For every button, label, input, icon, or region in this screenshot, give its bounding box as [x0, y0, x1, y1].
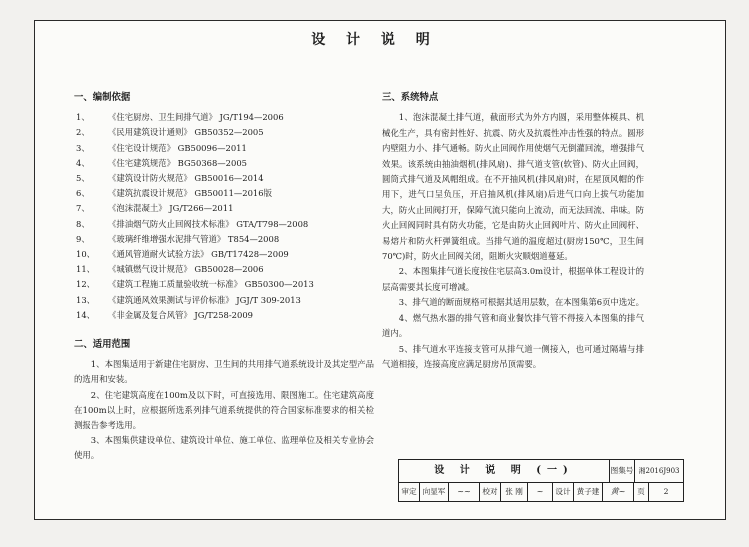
reference-item [74, 277, 374, 292]
set-number-label: 图集号 [610, 460, 635, 482]
reference-item [74, 201, 374, 216]
design-name: 黄子建 [574, 483, 603, 501]
check-label: 校对 [480, 483, 501, 501]
reference-text: 《城镇燃气设计规范》 GB50028—2006 [108, 264, 264, 275]
scope-paragraph: 2、住宅建筑高度在100m及以下时，可直接选用、限图施工。住宅建筑高度在100m以上时，应根据所选系列排气道系统提供的符合国家标准要求的相关检测报告参考选用。 [74, 389, 374, 431]
reference-item [74, 262, 374, 277]
reference-text: 《建筑工程施工质量验收统一标准》 GB50300—2013 [108, 279, 314, 290]
reference-item [74, 308, 374, 323]
reference-number: 13、 [76, 294, 96, 305]
reference-number: 10、 [76, 249, 96, 260]
reference-item [74, 110, 374, 125]
reference-text: 《住宅厨房、卫生间排气道》 JG/T194—2006 [108, 112, 284, 123]
scope-paragraph: 3、本图集供建设单位、建筑设计单位、施工单位、监理单位及相关专业协会使用。 [74, 435, 374, 461]
reference-text: 《民用建筑设计通则》 GB50352—2005 [108, 127, 264, 138]
check-signature: ~ [528, 483, 553, 501]
reference-item [74, 232, 374, 247]
title-block-sign-row [399, 483, 683, 501]
reference-text: 《建筑通风效果测试与评价标准》 JGJ/T 309-2013 [108, 294, 301, 305]
feature-paragraph: 2、本图集排气道长度按住宅层高3.0m设计，根据单体工程设计的层高需要其长度可增减。 [382, 266, 644, 292]
reference-item [74, 247, 374, 262]
reference-text: 《非金属及复合风管》 JG/T258-2009 [108, 309, 253, 320]
feature-paragraph: 5、排气道水平连接支管可从排气道一侧接入，也可通过隔墙与排气道相接，连接高度应满足厨房吊顶需要。 [382, 343, 644, 369]
feature-paragraph: 3、排气道的断面规格可根据其适用层数，在本图集第6页中选定。 [398, 297, 644, 308]
reference-number: 6、 [76, 188, 90, 199]
reference-item [74, 171, 374, 186]
reference-number: 4、 [76, 157, 90, 168]
reference-number: 9、 [76, 233, 90, 244]
reference-number: 5、 [76, 173, 90, 184]
review-label: 审定 [399, 483, 420, 501]
reference-text: 《排油烟气防火止回阀技术标准》 GTA/T798—2008 [108, 218, 309, 229]
check-name: 张 刚 [501, 483, 528, 501]
title-block-header-row [399, 460, 683, 483]
reference-number: 1、 [76, 112, 90, 123]
reference-text: 《住宅设计规范》 GB50096—2011 [108, 142, 247, 153]
page-label: 页 [634, 483, 649, 501]
reference-number: 12、 [76, 279, 96, 290]
review-name: 向显军 [420, 483, 449, 501]
reference-text: 《住宅建筑规范》 BG50368—2005 [108, 157, 247, 168]
sheet-name: 设 计 说 明 (一) [399, 460, 610, 482]
left-column [74, 90, 374, 464]
section3-heading: 三、系统特点 [382, 92, 439, 103]
reference-item [74, 217, 374, 232]
section1-heading: 一、编制依据 [74, 92, 131, 103]
design-signature: 黄~ [603, 483, 634, 501]
reference-number: 7、 [76, 203, 90, 214]
reference-text: 《通风管道耐火试验方法》 GB/T17428—2009 [108, 249, 289, 260]
design-label: 设计 [553, 483, 574, 501]
reference-text: 《建筑设计防火规范》 GB50016—2014 [108, 173, 264, 184]
reference-item [74, 186, 374, 201]
reference-text: 《建筑抗震设计规范》 GB50011—2016版 [108, 188, 272, 199]
feature-paragraph: 1、泡沫混凝土排气道，截面形式为外方内圆，采用整体模具、机械化生产，具有密封性好、抗震、防火及抗震性冲击性强的特点。圆形内壁阻力小、排气通畅。防火止回阀作用使烟气无倒灌回流，增强排气效果。该系统由抽油烟机(排风扇)、排气道支管(软管)、防火止回阀，圆筒式排气道及风帽组成。在不开抽风机(排风扇)时，在屋顶风帽的作用下，进气口呈负压，开启抽风机(排风扇)后进气口向上拔气功能加大，防火止回阀打开，保障气流只能向上流动，而无法回流、串味。防火止回阀同时具有防火功能，它是由防火止回阀叶片、防火止回阀杆、易熔片和防火杆弹簧组成。当排气道的温度超过(厨房150℃，卫生间70℃)时，防火止回阀关闭，阻断火灾顺烟道蔓延。 [382, 112, 644, 262]
reference-list [74, 110, 374, 323]
title-block [398, 459, 684, 502]
review-signature: ~~ [449, 483, 480, 501]
reference-number: 11、 [76, 264, 96, 275]
set-number-value: 湘2016J903 [638, 467, 680, 475]
reference-item [74, 156, 374, 171]
reference-number: 2、 [76, 127, 90, 138]
page-title: 设 计 说 明 [311, 32, 438, 48]
reference-text: 《玻璃纤维增强水泥排气管道》 T854—2008 [108, 233, 280, 244]
reference-number: 3、 [76, 142, 90, 153]
reference-text: 《泡沫混凝土》 JG/T266—2011 [108, 203, 234, 214]
section2-heading: 二、适用范围 [74, 339, 131, 351]
reference-item [74, 141, 374, 156]
reference-number: 8、 [76, 218, 90, 229]
page-number: 2 [663, 487, 669, 496]
feature-paragraph: 4、燃气热水器的排气管和商业餐饮排气管不得接入本图集的排气道内。 [382, 312, 644, 339]
reference-item [74, 293, 374, 308]
reference-item [74, 125, 374, 140]
reference-number: 14、 [76, 309, 96, 320]
right-column [382, 90, 644, 372]
scope-paragraph: 1、本图集适用于新建住宅厨房、卫生间的共用排气道系统设计及其定型产品的选用和安装。 [74, 359, 374, 385]
